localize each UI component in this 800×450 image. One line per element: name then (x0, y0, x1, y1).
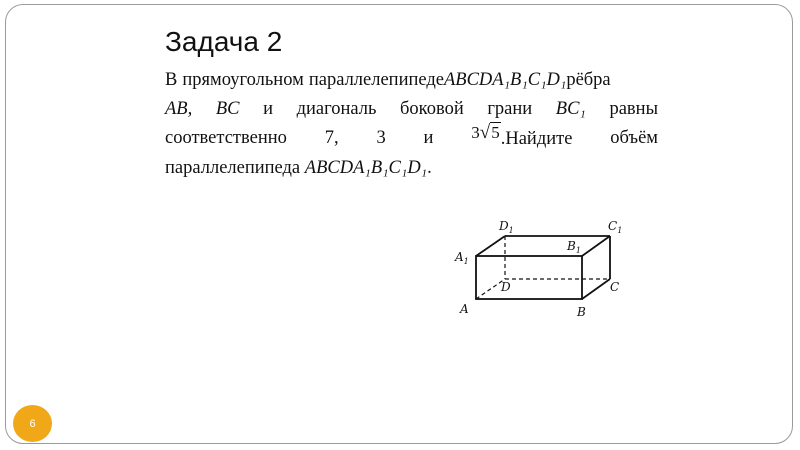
vertex-label-a1: $A_1$ (455, 250, 469, 266)
vertex-label-a: A (460, 302, 469, 316)
vertex-label-b1: $B_1$ (567, 239, 581, 255)
slide-title: Задача 2 (165, 26, 283, 57)
problem-line-1: В прямоугольном параллелепипеде ABCDA₁B₁C₁D₁ рёбра (165, 66, 658, 95)
problem-line-2: AB, BC и диагональ боковой грани BC₁ равны (165, 99, 658, 119)
vertex-label-d1: $D_1$ (499, 219, 514, 235)
vertex-label-d: D (501, 280, 511, 294)
problem-text (165, 66, 658, 183)
problem-line-4: параллелепипеда ABCDA₁B₁C₁D₁ . (165, 158, 432, 178)
vertex-label-c1: $C_1$ (608, 219, 623, 235)
vertex-label-c: C (610, 280, 620, 294)
sqrt-expression: 3√5.Найдите (471, 122, 573, 149)
vertex-label-b: B (577, 305, 586, 319)
problem-line-3: соответственно 7, 3 и 3√5.Найдите объём (165, 124, 658, 154)
parallelepiped-name: ABCDA₁B₁C₁D₁ (443, 70, 567, 90)
page-number-badge: 6 (13, 405, 52, 442)
